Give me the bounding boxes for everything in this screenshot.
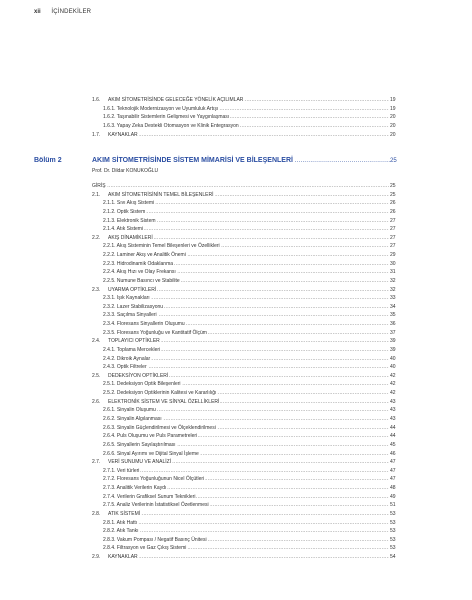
toc-entry-page: 43 bbox=[390, 398, 396, 405]
toc-leader bbox=[108, 131, 389, 139]
toc-entry-page: 32 bbox=[390, 286, 396, 293]
toc-entry-number: 2.4. bbox=[92, 338, 101, 345]
toc-entry-title: AKIŞ DİNAMİKLERİ bbox=[108, 234, 153, 241]
toc-entry-page: 44 bbox=[390, 433, 396, 440]
chapter-author: Prof. Dr. Dildar KONUKOĞLU bbox=[92, 168, 159, 174]
toc-entry-title: UYARMA OPTİKLERİ bbox=[108, 286, 157, 293]
toc-entry-page: 27 bbox=[390, 234, 396, 241]
toc-entry-page: 53 bbox=[390, 545, 396, 552]
toc-entry-page: 25 bbox=[390, 183, 396, 189]
toc-entry[interactable] bbox=[0, 294, 472, 302]
toc-entry[interactable] bbox=[0, 475, 472, 483]
toc-entry-page: 36 bbox=[390, 321, 396, 328]
toc-entry-number: 1.7. bbox=[92, 131, 101, 138]
toc-entry[interactable] bbox=[0, 303, 472, 311]
toc-entry-title: 2.2.4. Akış Hızı ve Olay Frekansı bbox=[103, 269, 176, 276]
toc-entry-page: 39 bbox=[390, 338, 396, 345]
toc-entry-page: 45 bbox=[390, 441, 396, 448]
section-title: İÇİNDEKİLER bbox=[51, 9, 92, 15]
toc-entry-page: 19 bbox=[390, 105, 396, 112]
chapter-heading[interactable] bbox=[0, 157, 472, 169]
toc-entry-title: DEDEKSİYON OPTİKLERİ bbox=[108, 372, 169, 379]
toc-entry-title: 2.4.2. Dikroik Aynalar bbox=[103, 355, 151, 362]
toc-entry-title: 2.4.3. Optik Filtreler bbox=[103, 364, 147, 371]
page-number: xii bbox=[34, 9, 41, 15]
toc-entry-page: 40 bbox=[390, 364, 396, 371]
toc-entry[interactable] bbox=[0, 432, 472, 440]
toc-entry-page: 27 bbox=[390, 226, 396, 233]
toc-entry-title: 2.8.2. Atık Tankı bbox=[103, 528, 139, 535]
toc-entry-number: 2.8. bbox=[92, 510, 101, 517]
toc-entry-title: 2.7.1. Veri türleri bbox=[103, 467, 140, 474]
toc-entry-page: 33 bbox=[390, 295, 396, 302]
toc-entry[interactable] bbox=[0, 380, 472, 388]
toc-entry-page: 54 bbox=[390, 554, 396, 561]
toc-entry[interactable] bbox=[0, 501, 472, 509]
toc-leader bbox=[92, 182, 389, 190]
toc-entry[interactable] bbox=[0, 441, 472, 449]
chapter-page: 25 bbox=[390, 158, 397, 164]
toc-entry-title: AKIM SİTOMETRİSİNİN TEMEL BİLEŞENLERİ bbox=[108, 191, 214, 198]
toc-entry[interactable] bbox=[0, 406, 472, 414]
toc-entry-page: 39 bbox=[390, 346, 396, 353]
toc-leader bbox=[103, 519, 389, 527]
toc-entry[interactable] bbox=[0, 182, 472, 190]
toc-entry-title: ELEKTRONİK SİSTEM VE SİNYAL ÖZELLİKLERİ bbox=[108, 398, 220, 405]
toc-entry[interactable] bbox=[0, 519, 472, 527]
toc-entry-title: 2.3.1. Işık Kaynakları bbox=[103, 295, 150, 302]
toc-entry-title: 2.6.6. Sinyal Ayırımı ve Dijital Sinyal İşleme bbox=[103, 450, 199, 457]
toc-entry-number: 2.7. bbox=[92, 459, 101, 466]
toc-entry[interactable] bbox=[0, 527, 472, 535]
toc-entry[interactable] bbox=[0, 208, 472, 216]
toc-entry-page: 53 bbox=[390, 536, 396, 543]
toc-entry-title: 2.7.5. Analiz Verilerinin İstatistiksel Özetlenmesi bbox=[103, 502, 209, 509]
toc-entry[interactable] bbox=[0, 389, 472, 397]
toc-entry-title: VERİ SUNUMU VE ANALİZİ bbox=[108, 459, 172, 466]
toc-entry-title: 1.6.2. Taşınabilir Sistemlerin Gelişmesi ve Yaygınlaşması bbox=[103, 114, 230, 121]
toc-entry[interactable] bbox=[0, 355, 472, 363]
toc-entry-title: ATIK SİSTEMİ bbox=[108, 510, 141, 517]
toc-entry-page: 43 bbox=[390, 407, 396, 414]
toc-entry-title: KAYNAKLAR bbox=[108, 131, 138, 138]
toc-entry-title: 2.1.1. Sıvı Akış Sistemi bbox=[103, 200, 155, 207]
toc-entry[interactable] bbox=[0, 346, 472, 354]
toc-entry-page: 35 bbox=[390, 312, 396, 319]
toc-leader bbox=[108, 510, 389, 518]
toc-entry-number: 1.6. bbox=[92, 97, 101, 103]
toc-entry[interactable] bbox=[0, 450, 472, 458]
toc-entry-title: 2.5.2. Dedeksiyon Optiklerinin Kalitesi ve Kararlılığı bbox=[103, 390, 217, 397]
page-header bbox=[34, 9, 91, 15]
toc-entry-title: 2.1.2. Optik Sistem bbox=[103, 208, 146, 215]
toc-entry-page: 53 bbox=[390, 528, 396, 535]
toc-entry[interactable] bbox=[0, 484, 472, 492]
toc-entry-number: 2.5. bbox=[92, 372, 101, 379]
toc-entry[interactable] bbox=[0, 553, 472, 561]
toc-entry-page: 20 bbox=[390, 131, 396, 138]
toc-entry-title: GİRİŞ bbox=[92, 183, 106, 189]
toc-entry-title: 2.2.5. Numune Basıncı ve Stabilite bbox=[103, 277, 180, 284]
toc-entry-page: 49 bbox=[390, 493, 396, 500]
toc-entry-page: 29 bbox=[390, 252, 396, 259]
toc-entry[interactable] bbox=[0, 105, 472, 113]
toc-entry-page: 44 bbox=[390, 424, 396, 431]
toc-entry[interactable] bbox=[0, 424, 472, 432]
toc-entry[interactable] bbox=[0, 199, 472, 207]
toc-entry-title: 2.3.3. Saçılma Sinyalleri bbox=[103, 312, 157, 319]
toc-entry-page: 30 bbox=[390, 260, 396, 267]
toc-entry-title: 2.3.4. Floresans Sinyallerin Oluşumu bbox=[103, 321, 185, 328]
toc-entry-page: 42 bbox=[390, 381, 396, 388]
toc-entry-title: 1.6.1. Teknolojik Modernizasyon ve Uyumluluk Artışı bbox=[103, 105, 219, 112]
toc-entry-page: 31 bbox=[390, 269, 396, 276]
toc-entry[interactable] bbox=[0, 217, 472, 225]
toc-entry-title: 2.3.5. Floresans Yoğunluğu ve Kantitatif Ölçüm bbox=[103, 329, 207, 336]
toc-entry-page: 47 bbox=[390, 467, 396, 474]
toc-entry-title: 2.6.5. Sinyallerin Sayılaştırılması bbox=[103, 441, 176, 448]
toc-entry[interactable] bbox=[0, 398, 472, 406]
toc-entry-title: 2.6.2. Sinyalin Algılanması bbox=[103, 416, 162, 422]
toc-entry[interactable] bbox=[0, 493, 472, 501]
toc-entry-number: 2.2. bbox=[92, 234, 101, 241]
toc-entry-title: 2.2.1. Akış Sisteminin Temel Bileşenleri ve Özellikleri bbox=[103, 243, 220, 250]
toc-entry[interactable] bbox=[0, 251, 472, 259]
toc-entry-title: 2.6.3. Sinyalin Güçlendirilmesi ve Ölçeklendirilmesi bbox=[103, 424, 216, 431]
toc-entry[interactable] bbox=[0, 122, 472, 130]
toc-entry[interactable] bbox=[0, 329, 472, 337]
chapter-title: AKIM SİTOMETRİSİNDE SİSTEM MİMARİSİ VE BİLEŞENLERİ bbox=[92, 157, 293, 164]
toc-entry-page: 19 bbox=[390, 97, 396, 103]
toc-entry-title: 2.1.3. Elektronik Sistem bbox=[103, 217, 156, 224]
toc-entry[interactable] bbox=[0, 415, 472, 423]
toc-entry[interactable] bbox=[0, 286, 472, 294]
toc-entry[interactable] bbox=[0, 320, 472, 328]
toc-entry-number: 2.1. bbox=[92, 191, 101, 198]
toc-entry-title: AKIM SİTOMETRİSİNDE GELECEĞE YÖNELİK AÇILIMLAR bbox=[108, 97, 244, 103]
toc-entry-page: 43 bbox=[390, 416, 396, 422]
toc-leader bbox=[103, 225, 389, 233]
toc-entry-title: 1.6.3. Yapay Zeka Destekli Otomasyon ve Klinik Entegrasyon bbox=[103, 122, 239, 129]
toc-entry-title: 2.7.3. Analitik Verilerin Kaydı bbox=[103, 485, 167, 492]
toc-entry-page: 47 bbox=[390, 476, 396, 483]
toc-entry-title: 2.8.3. Vakum Pompası / Negatif Basınç Ünitesi bbox=[103, 536, 207, 543]
toc-entry-number: 2.9. bbox=[92, 554, 101, 561]
toc-entry-page: 25 bbox=[390, 191, 396, 198]
toc-entry-page: 20 bbox=[390, 114, 396, 121]
toc-entry-page: 46 bbox=[390, 450, 396, 457]
toc-entry[interactable] bbox=[0, 458, 472, 466]
toc-entry-page: 32 bbox=[390, 277, 396, 284]
toc-entry-page: 47 bbox=[390, 459, 396, 466]
toc-entry-page: 53 bbox=[390, 519, 396, 526]
toc-entry[interactable] bbox=[0, 363, 472, 371]
toc-entry[interactable] bbox=[0, 96, 472, 104]
toc-leader bbox=[103, 527, 389, 535]
toc-entry-page: 26 bbox=[390, 208, 396, 215]
toc-entry-title: 2.2.2. Laminer Akış ve Analitik Önemi bbox=[103, 252, 186, 259]
toc-entry-title: 2.1.4. Atık Sistemi bbox=[103, 226, 144, 233]
toc-entry[interactable] bbox=[0, 311, 472, 319]
toc-entry-title: 2.3.2. Lazer Stabilizasyonu bbox=[103, 303, 164, 310]
toc-entry-title: 2.4.1. Toplama Mercekleri bbox=[103, 346, 161, 353]
toc-entry[interactable] bbox=[0, 510, 472, 518]
toc-entry[interactable] bbox=[0, 536, 472, 544]
toc-entry[interactable] bbox=[0, 191, 472, 199]
toc-entry-page: 42 bbox=[390, 372, 396, 379]
toc-entry-page: 27 bbox=[390, 217, 396, 224]
toc-entry-page: 51 bbox=[390, 502, 396, 509]
toc-entry-title: 2.6.1. Sinyalin Oluşumu bbox=[103, 407, 156, 414]
toc-entry-page: 40 bbox=[390, 355, 396, 362]
toc-entry-page: 42 bbox=[390, 390, 396, 397]
toc-entry-title: 2.7.4. Verilerin Grafiksel Sunum Teknikleri bbox=[103, 493, 196, 500]
toc-entry[interactable] bbox=[0, 372, 472, 380]
toc-entry-page: 34 bbox=[390, 303, 396, 310]
toc-entry-title: 2.2.3. Hidrodinamik Odaklanma bbox=[103, 260, 174, 267]
toc-entry-page: 48 bbox=[390, 485, 396, 492]
toc-entry-page: 53 bbox=[390, 510, 396, 517]
chapter-label: Bölüm 2 bbox=[34, 157, 62, 164]
toc-entry[interactable] bbox=[0, 113, 472, 121]
toc-entry[interactable] bbox=[0, 260, 472, 268]
toc-entry[interactable] bbox=[0, 467, 472, 475]
toc-entry-title: 2.7.2. Floresans Yoğunluğunun Nicel Ölçütleri bbox=[103, 476, 205, 483]
toc-entry[interactable] bbox=[0, 234, 472, 242]
toc-entry[interactable] bbox=[0, 225, 472, 233]
toc-entry-page: 20 bbox=[390, 122, 396, 129]
toc-entry-title: 2.5.1. Dedeksiyon Optik Bileşenleri bbox=[103, 381, 181, 388]
toc-entry-title: TOPLAYICI OPTİKLER bbox=[108, 338, 160, 345]
toc-entry-title: KAYNAKLAR bbox=[108, 554, 138, 561]
toc-entry-title: 2.6.4. Puls Oluşumu ve Puls Parametreleri bbox=[103, 433, 198, 440]
toc-entry-number: 2.6. bbox=[92, 398, 101, 405]
toc-entry-page: 37 bbox=[390, 329, 396, 336]
toc-leader bbox=[108, 553, 389, 561]
toc-leader bbox=[103, 467, 389, 475]
toc-entry[interactable] bbox=[0, 277, 472, 285]
toc-entry-number: 2.3. bbox=[92, 286, 101, 293]
toc-entry[interactable] bbox=[0, 268, 472, 276]
toc-entry-page: 27 bbox=[390, 243, 396, 250]
toc-entry[interactable] bbox=[0, 131, 472, 139]
toc-entry-title: 2.8.1. Atık Hattı bbox=[103, 519, 138, 526]
toc-entry-page: 26 bbox=[390, 200, 396, 207]
toc-entry-title: 2.8.4. Filtrasyon ve Gaz Çıkış Sistemi bbox=[103, 545, 187, 552]
toc-entry[interactable] bbox=[0, 242, 472, 250]
toc-entry[interactable] bbox=[0, 544, 472, 552]
toc-entry[interactable] bbox=[0, 337, 472, 345]
